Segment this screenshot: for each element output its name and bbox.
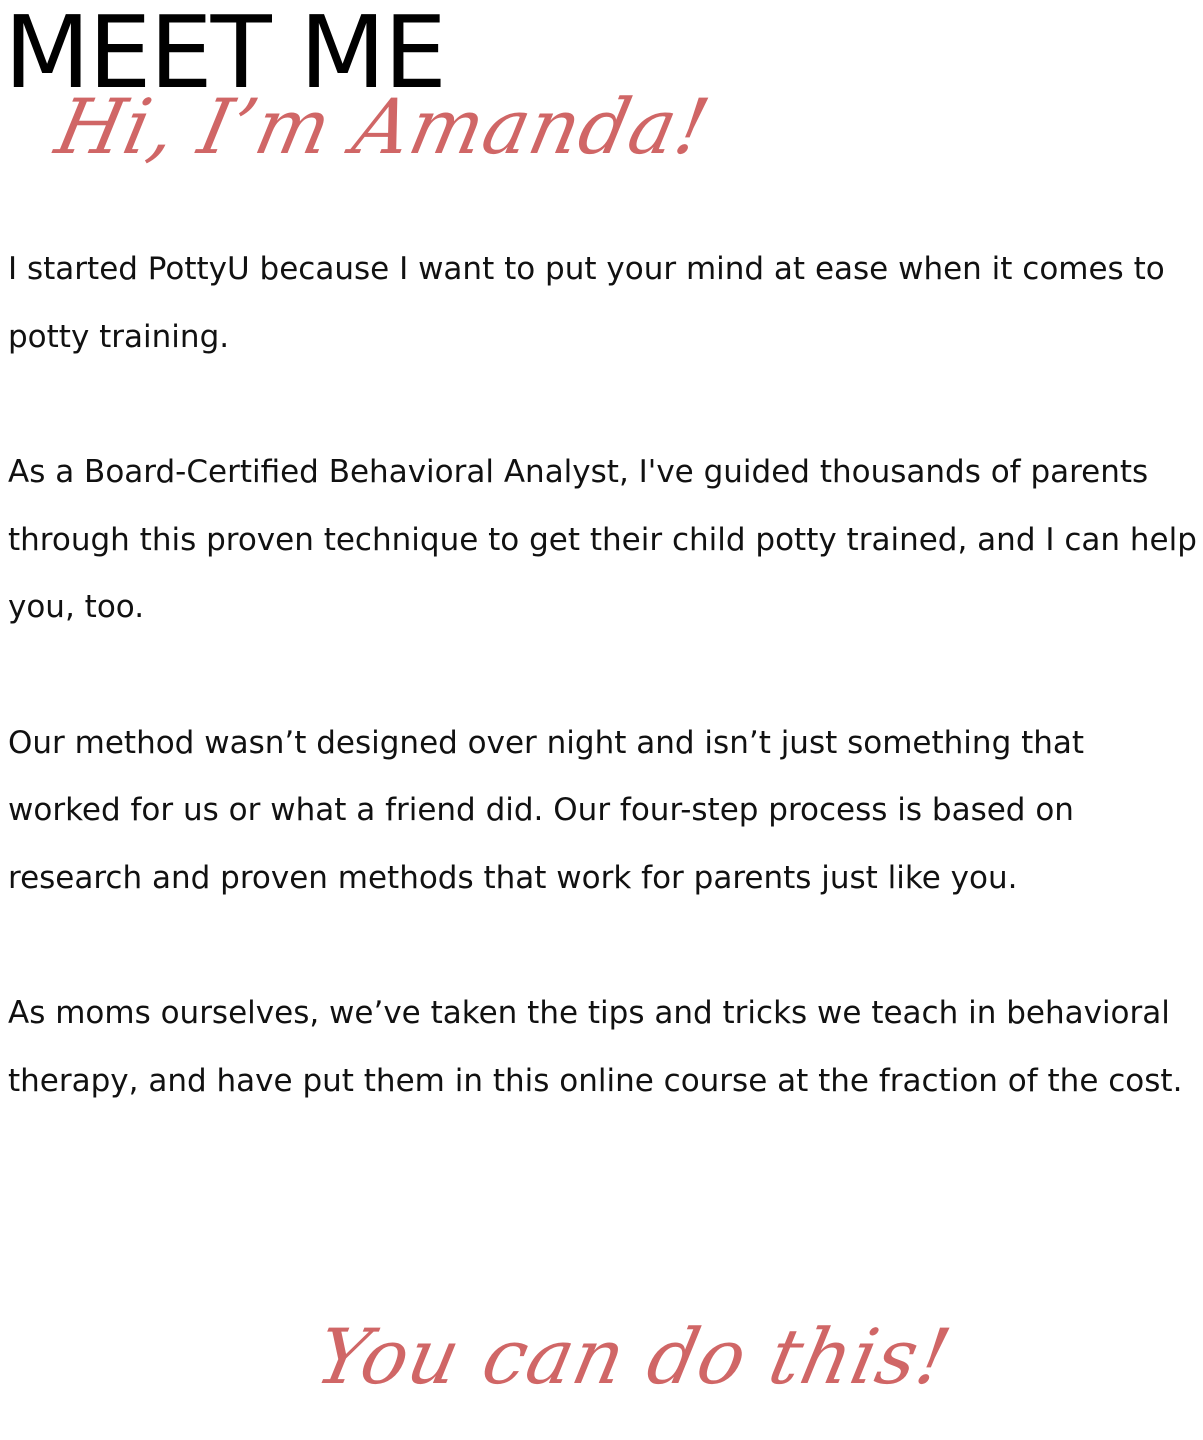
bio-paragraph-method: Our method wasn’t designed over night and isn’t just something that worked for us or what a friend did. Our four-step process is based on research and proven methods that work for parents just like you. [8,724,1085,896]
signoff-script: You can do this! [308,1312,959,1401]
bio-paragraph-course: As moms ourselves, we’ve taken the tips and tricks we teach in behavioral therapy, and have put them in this online course at the fraction of the cost. [8,995,1183,1099]
bio-text [8,236,1200,1183]
bio-paragraph-credentials: As a Board-Certified Behavioral Analyst, I've guided thousands of parents through this proven technique to get their child potty trained, and I can help you, too. [8,454,1197,625]
page-title: MEET ME [4,0,445,111]
bio-paragraph-intro: I started PottyU because I want to put your mind at ease when it comes to potty training. [8,251,1165,355]
greeting-script: Hi, I’m Amanda! [48,82,718,171]
